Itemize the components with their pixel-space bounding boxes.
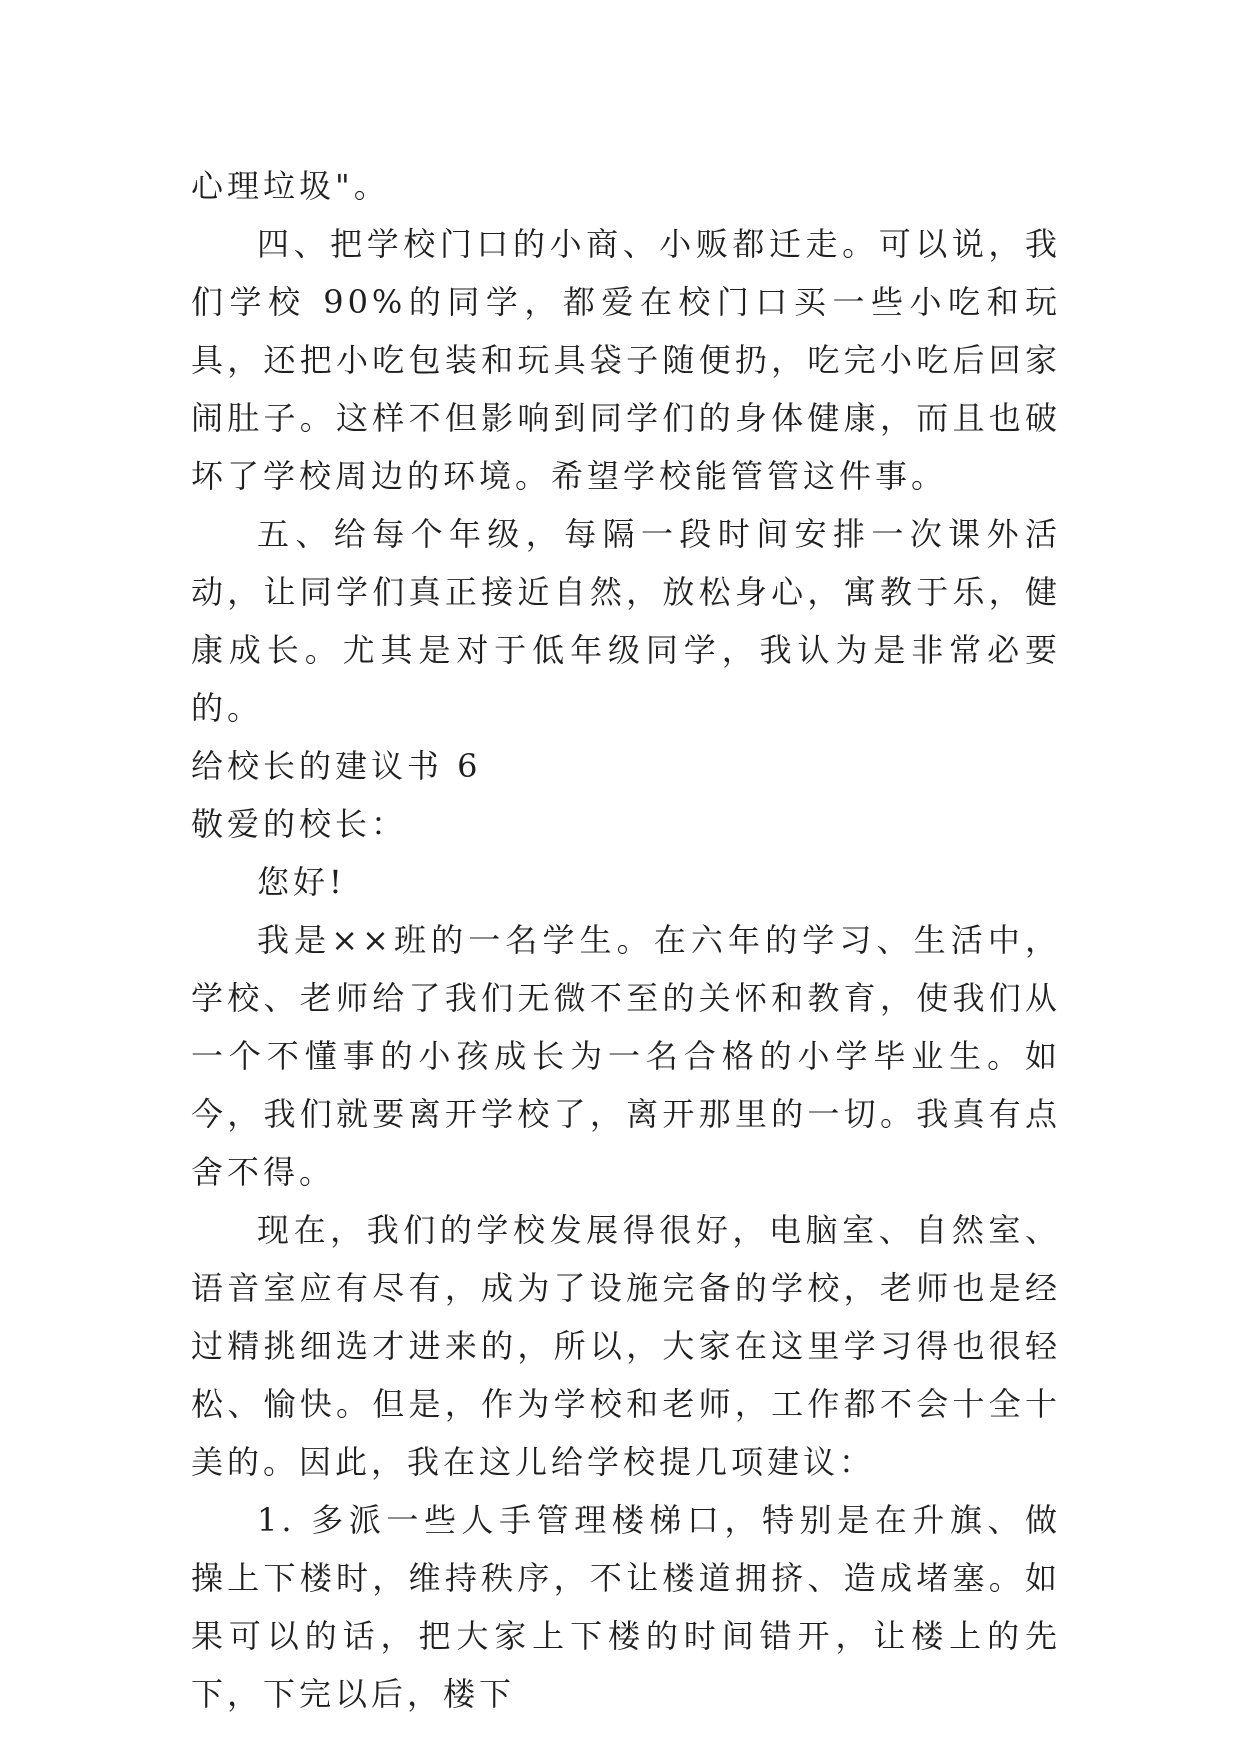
paragraph-suggestion-one: 1. 多派一些人手管理楼梯口，特别是在升旗、做操上下楼时，维持秩序，不让楼道拥挤、造成堵塞。如果可以的话，把大家上下楼的时间错开，让楼上的先下，下完以后，楼下 <box>191 1501 1061 1713</box>
document-body <box>191 157 1061 1723</box>
salutation: 敬爱的校长： <box>191 805 408 843</box>
paragraph-suggestion-five: 五、给每个年级，每隔一段时间安排一次课外活动，让同学们真正接近自然，放松身心，寓教于乐，健康成长。尤其是对于低年级同学，我认为是非常必要的。 <box>191 515 1061 727</box>
greeting: 您好! <box>257 863 346 901</box>
paragraph-school-status: 现在，我们的学校发展得很好，电脑室、自然室、语音室应有尽有，成为了设施完备的学校，老师也是经过精挑细选才进来的，所以，大家在这里学习得也很轻松、愉快。但是，作为学校和老师，工作都不会十全十美的。因此，我在这儿给学校提几项建议： <box>191 1211 1061 1481</box>
paragraph-introduction: 我是××班的一名学生。在六年的学习、生活中，学校、老师给了我们无微不至的关怀和教育，使我们从一个不懂事的小孩成长为一名合格的小学毕业生。如今，我们就要离开学校了，离开那里的一切。我真有点舍不得。 <box>191 921 1061 1191</box>
section-heading: 给校长的建议书 6 <box>191 747 482 785</box>
paragraph-suggestion-four: 四、把学校门口的小商、小贩都迁走。可以说，我们学校 90%的同学，都爱在校门口买一些小吃和玩具，还把小吃包装和玩具袋子随便扔，吃完小吃后回家闹肚子。这样不但影响到同学们的身体健康，而且也破坏了学校周边的环境。希望学校能管管这件事。 <box>191 225 1061 495</box>
paragraph-continuation: 心理垃圾"。 <box>191 167 390 205</box>
